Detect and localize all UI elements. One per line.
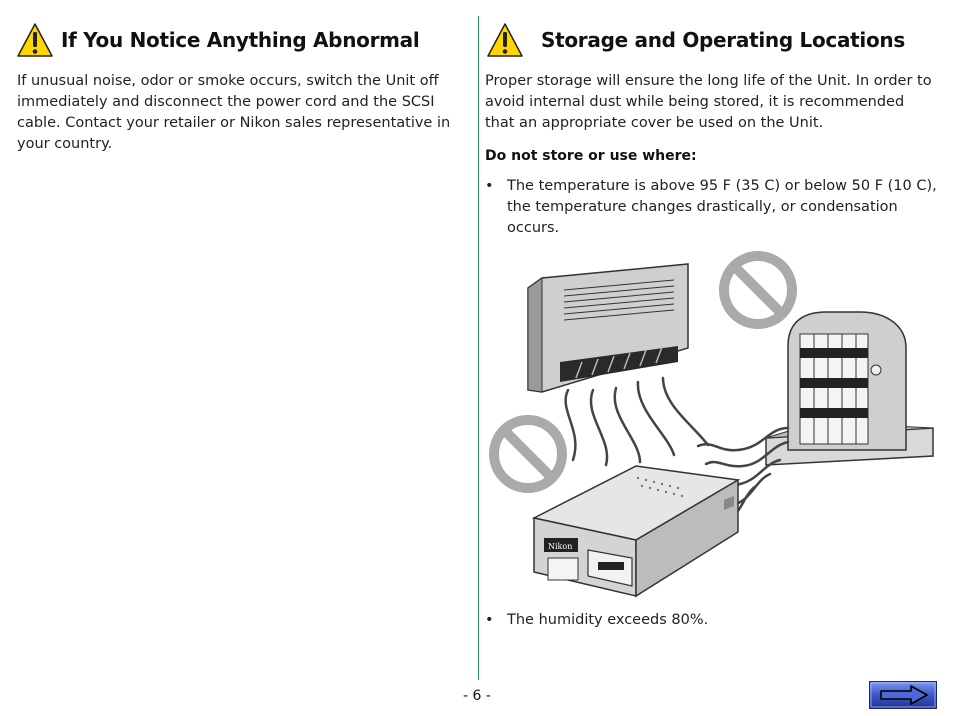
- storage-illustration: [488, 250, 940, 606]
- next-page-button[interactable]: [869, 681, 937, 709]
- right-section-heading: [487, 22, 905, 58]
- wall-heater-image: [528, 264, 688, 392]
- bullet-dot: •: [485, 178, 494, 194]
- warning-triangle-icon: [17, 22, 53, 58]
- bullet-temperature: [485, 176, 940, 239]
- page-number: [0, 688, 954, 704]
- nikon-logo: Nikon: [548, 542, 573, 551]
- scanner-unit-image: [534, 466, 738, 596]
- do-not-store-subheading: Do not store or use where:: [485, 148, 697, 164]
- right-heading-text: Storage and Operating Locations: [541, 28, 905, 52]
- column-divider: [478, 16, 479, 680]
- bullet-text: The temperature is above 95 F (35 C) or below 50 F (10 C), the temperature changes drastically, or condensation occurs.: [507, 178, 937, 236]
- page-number-text: - 6 -: [463, 688, 491, 704]
- bullet-text: The humidity exceeds 80%.: [507, 612, 709, 628]
- prohibited-icon: [724, 256, 792, 324]
- bullet-humidity: [485, 610, 940, 631]
- warning-triangle-icon: [487, 22, 523, 58]
- prohibited-icon: [494, 420, 562, 488]
- left-heading-text: If You Notice Anything Abnormal: [61, 28, 420, 52]
- bullet-dot: •: [485, 612, 494, 628]
- left-section-heading: [17, 22, 419, 58]
- abnormal-paragraph: If unusual noise, odor or smoke occurs, switch the Unit off immediately and disconnect the power cord and the SCSI cable. Contact your retailer or Nikon sales representative in your country.: [17, 73, 451, 152]
- space-heater-image: [766, 312, 933, 465]
- storage-paragraph: Proper storage will ensure the long life of the Unit. In order to avoid internal dust while being stored, it is recommended that an appropriate cover be used on the Unit.: [485, 73, 932, 131]
